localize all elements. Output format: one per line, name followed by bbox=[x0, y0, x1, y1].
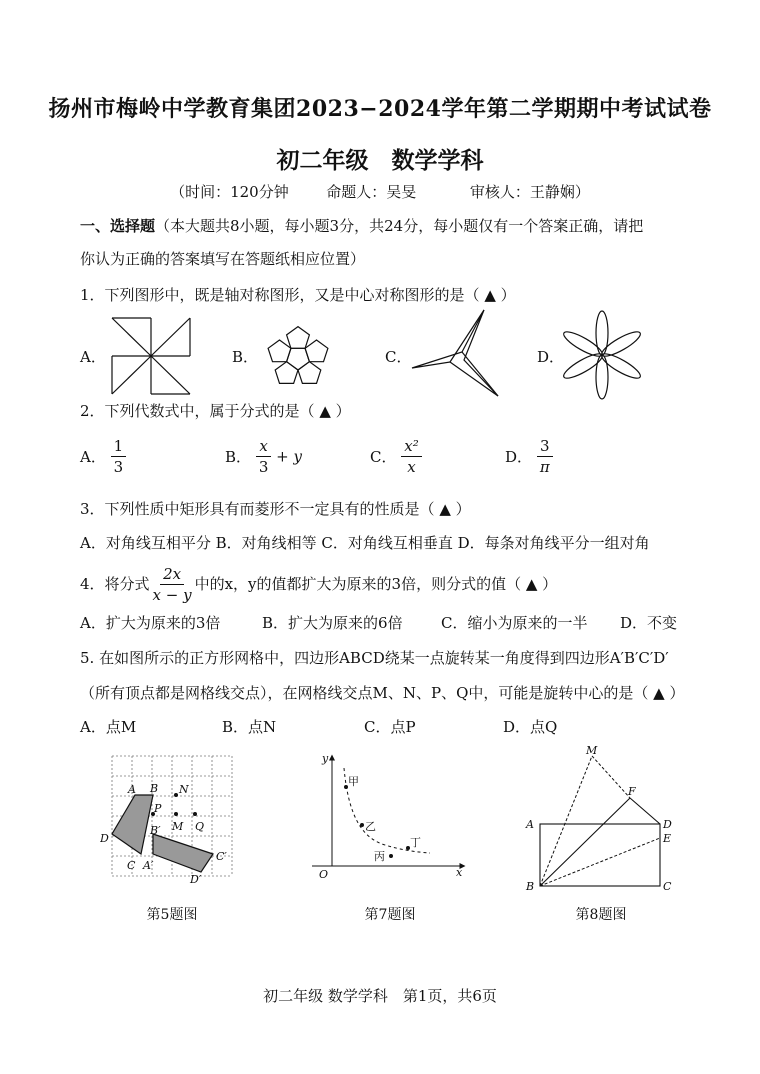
fig8-label-c: C bbox=[663, 880, 672, 890]
fig5-label-n: N bbox=[179, 783, 189, 796]
q2-option-a bbox=[80, 438, 126, 475]
fig8-segment-be bbox=[540, 838, 660, 886]
q4-option-d: D．不变 bbox=[620, 614, 678, 632]
fig5-caption: 第5题图 bbox=[146, 907, 198, 923]
fig5-label-d2: D′ bbox=[190, 873, 202, 884]
q1-stem: 1．下列图形中，既是轴对称图形，又是中心对称图形的是（ ▲ ） bbox=[80, 286, 516, 304]
q2-c-numerator: x² bbox=[401, 438, 421, 457]
q1-pinwheel-figure bbox=[108, 316, 194, 396]
q5-option-d: D．点Q bbox=[503, 718, 558, 736]
q2-option-b bbox=[225, 438, 302, 475]
q2-option-c-label: C． bbox=[370, 448, 397, 466]
fig7-label-ding: 丁 bbox=[410, 836, 421, 849]
q4-option-a: A．扩大为原来的3倍 bbox=[80, 614, 221, 632]
fig5-label-m: M bbox=[172, 820, 184, 833]
fig8-label-d: D bbox=[663, 818, 672, 831]
fig8-label-a: A bbox=[526, 818, 534, 831]
exam-reviewer: 审核人：王静娴） bbox=[469, 183, 590, 201]
q2-a-denominator: 3 bbox=[113, 458, 124, 476]
fig5-label-a2: A′ bbox=[143, 859, 154, 872]
q2-d-denominator: π bbox=[539, 458, 550, 476]
fig5-quad-a2b2c2d2 bbox=[153, 834, 213, 872]
q1-star-figure bbox=[408, 306, 504, 402]
section1-heading: 一、选择题 bbox=[80, 217, 156, 235]
q4-numerator: 2x bbox=[160, 566, 184, 585]
q2-option-b-label: B． bbox=[225, 448, 252, 466]
fig7-label-bing: 丙 bbox=[374, 850, 385, 863]
section1-instructions: （本大题共8小题，每小题3分，共24分，每小题仅有一个答案正确，请把 bbox=[155, 217, 644, 235]
fig5-label-b2: B′ bbox=[150, 824, 161, 837]
q2-option-b-fraction bbox=[256, 438, 272, 475]
fig5-quad-abcd bbox=[112, 795, 153, 854]
section1-line2: 你认为正确的答案填写在答题纸相应位置） bbox=[80, 250, 366, 268]
q4-fraction bbox=[150, 566, 195, 603]
q2-option-c-fraction bbox=[401, 438, 421, 475]
fig7-label-x: x bbox=[456, 866, 463, 879]
q4-option-b: B．扩大为原来的6倍 bbox=[262, 614, 403, 632]
fig5-label-c2: C′ bbox=[216, 850, 227, 863]
q1-option-d-label: D． bbox=[537, 348, 565, 366]
fig8-segment-bm bbox=[540, 756, 592, 886]
fig7-label-jia: 甲 bbox=[348, 775, 359, 788]
fig8-label-m: M bbox=[586, 744, 598, 757]
exam-meta bbox=[0, 181, 760, 202]
fig8-segment-mf bbox=[592, 756, 630, 798]
fig8-caption: 第8题图 bbox=[575, 907, 627, 923]
q1-pentagon-figure bbox=[256, 316, 340, 396]
q5-line1: 5. 在如图所示的正方形网格中，四边形ABCD绕某一点旋转某一角度得到四边形A′B′C′D′ bbox=[80, 649, 669, 667]
q1-flower-figure bbox=[560, 310, 644, 400]
q2-option-d-label: D． bbox=[505, 448, 533, 466]
q2-stem: 2．下列代数式中，属于分式的是（ ▲ ） bbox=[80, 402, 351, 420]
q2-c-denominator: x bbox=[407, 458, 416, 476]
q1-option-c-label: C． bbox=[385, 348, 412, 366]
fig8-rect-abcd bbox=[540, 824, 660, 886]
q2-option-a-label: A． bbox=[80, 448, 106, 466]
fig8-label-e: E bbox=[663, 832, 672, 845]
exam-author: 命题人：吴旻 bbox=[326, 183, 417, 201]
q4-option-c: C．缩小为原来的一半 bbox=[441, 614, 588, 632]
fig8-label-b: B bbox=[526, 880, 535, 890]
fig5-label-q: Q bbox=[195, 820, 205, 833]
q4-stem bbox=[80, 566, 557, 602]
fig7-label-y: y bbox=[322, 752, 329, 765]
fig5-label-d: D bbox=[100, 832, 109, 845]
q5-option-a: A．点M bbox=[80, 718, 137, 736]
fig5-point-m bbox=[174, 812, 178, 816]
q2-option-a-fraction bbox=[111, 438, 127, 475]
q2-b-denominator: 3 bbox=[258, 458, 269, 476]
q4-post: 中的x，y的值都扩大为原来的3倍，则分式的值（ ▲ ） bbox=[194, 575, 558, 593]
q5-line2: （所有顶点都是网格线交点），在网格线交点M、N、P、Q中，可能是旋转中心的是（ ▲ ） bbox=[80, 684, 685, 702]
section1-line1 bbox=[80, 215, 643, 237]
fig7-point-yi bbox=[360, 823, 364, 827]
fig7-graph-figure bbox=[312, 752, 468, 882]
fig7-caption: 第7题图 bbox=[364, 907, 416, 923]
fig7-point-bing bbox=[389, 854, 393, 858]
fig5-label-p: P bbox=[154, 802, 162, 815]
fig5-grid-figure bbox=[100, 748, 240, 884]
q2-option-c bbox=[370, 438, 422, 475]
fig5-label-c: C bbox=[127, 859, 136, 872]
q1-option-a-label: A． bbox=[80, 348, 106, 366]
fig7-label-o: O bbox=[319, 868, 329, 881]
exam-title: 扬州市梅岭中学教育集团2023−2024学年第二学期期中考试试卷 bbox=[48, 96, 712, 122]
q5-option-c: C．点P bbox=[364, 718, 416, 736]
q4-denominator: x − y bbox=[152, 585, 192, 604]
q3-options: A．对角线互相平分 B．对角线相等 C．对角线互相垂直 D．每条对角线平分一组对角 bbox=[80, 534, 650, 552]
fig5-label-b: B bbox=[150, 782, 159, 795]
q2-b-numerator: x bbox=[256, 438, 270, 457]
q2-option-d-fraction bbox=[537, 438, 553, 475]
fig8-label-f: F bbox=[628, 785, 636, 798]
fig5-point-q bbox=[193, 812, 197, 816]
q2-a-numerator: 1 bbox=[111, 438, 127, 457]
q3-stem: 3．下列性质中矩形具有而菱形不一定具有的性质是（ ▲ ） bbox=[80, 500, 471, 518]
q1-option-b-label: B． bbox=[232, 348, 259, 366]
page-footer: 初二年级 数学学科 第1页，共6页 bbox=[263, 987, 497, 1005]
exam-time: （时间：120分钟 bbox=[170, 183, 289, 201]
q2-option-d bbox=[505, 438, 553, 475]
q5-option-b: B．点N bbox=[222, 718, 277, 736]
fig5-point-n bbox=[174, 793, 178, 797]
fig8-segment-bf bbox=[540, 798, 630, 886]
fig8-rectangle-figure bbox=[520, 744, 684, 890]
fig7-label-yi: 乙 bbox=[365, 820, 376, 833]
q2-d-numerator: 3 bbox=[537, 438, 553, 457]
q4-pre: 4．将分式 bbox=[80, 575, 150, 593]
exam-subtitle: 初二年级 数学学科 bbox=[276, 147, 484, 174]
fig8-segment-fd bbox=[630, 798, 660, 824]
q2-b-tail: + y bbox=[276, 447, 302, 466]
fig5-label-a: A bbox=[128, 783, 136, 796]
